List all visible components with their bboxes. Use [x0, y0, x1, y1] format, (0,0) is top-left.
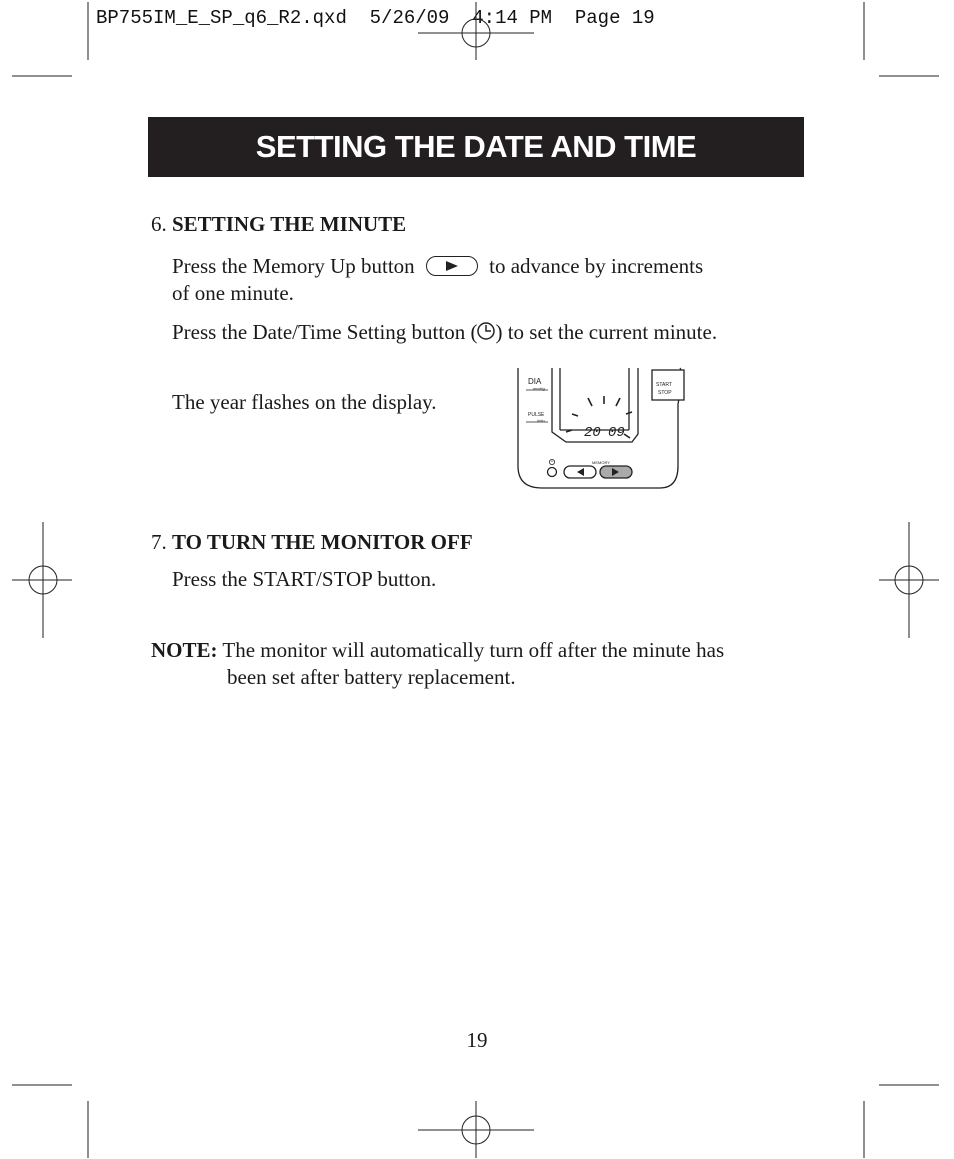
- clock-icon: [477, 322, 495, 340]
- memory-up-button-icon: [426, 256, 478, 276]
- pulse-unit-label: /min: [537, 418, 545, 423]
- registration-mark-icon: [418, 1101, 534, 1158]
- step-6-text-b: to advance by increments: [489, 254, 704, 278]
- memory-down-arrow-icon: [577, 468, 584, 476]
- clock-icon: [549, 459, 554, 464]
- note-label: NOTE:: [151, 638, 218, 662]
- step-7-text: Press the START/STOP button.: [172, 567, 437, 591]
- note-text-1: The monitor will automatically turn off after the minute has: [222, 638, 725, 662]
- step-6-text-d: ) to set the current minute.: [495, 320, 718, 344]
- flash-mark: [588, 398, 592, 406]
- display-year-right: 09: [608, 425, 625, 441]
- registration-mark-icon: [12, 522, 72, 638]
- step-7-title: TO TURN THE MONITOR OFF: [172, 530, 473, 554]
- flash-mark: [624, 434, 630, 438]
- print-slug: BP755IM_E_SP_q6_R2.qxd 5/26/09 4:14 PM Page 19: [96, 7, 655, 29]
- dia-unit-label: mmHg: [533, 386, 545, 391]
- monitor-illustration: [508, 366, 692, 494]
- step-6-line-1: [172, 253, 703, 280]
- display-year-left: 20: [584, 425, 601, 441]
- memory-label: MEMORY: [592, 460, 610, 465]
- start-label: START: [656, 382, 672, 388]
- page-number: 19: [466, 1028, 488, 1052]
- step-6-number: 6.: [151, 212, 167, 236]
- step-6-title: SETTING THE MINUTE: [172, 212, 407, 236]
- step-6-heading: [151, 212, 406, 237]
- page-title: SETTING THE DATE AND TIME: [255, 129, 697, 164]
- stop-label: STOP: [658, 390, 672, 396]
- note-line-1: [151, 637, 724, 664]
- dia-label: DIA: [528, 377, 542, 386]
- section-title-bar: [148, 117, 804, 177]
- step-6-line-3: The year flashes on the display.: [172, 390, 437, 414]
- step-7-number: 7.: [151, 530, 167, 554]
- step-6-line-2: [172, 319, 717, 346]
- step-6-text-c: Press the Date/Time Setting button (: [172, 320, 478, 344]
- step-6-line-1-cont: of one minute.: [172, 281, 294, 305]
- step-7-heading: [151, 530, 473, 555]
- note-line-2: been set after battery replacement.: [227, 665, 516, 689]
- step-6-text-a: Press the Memory Up button: [172, 254, 415, 278]
- registration-mark-icon: [418, 2, 534, 60]
- registration-mark-icon: [879, 522, 939, 638]
- flash-mark: [572, 414, 578, 416]
- memory-up-arrow-icon: [445, 260, 459, 272]
- pulse-label: PULSE: [528, 412, 545, 418]
- flash-mark: [626, 412, 632, 414]
- flash-mark: [616, 398, 620, 406]
